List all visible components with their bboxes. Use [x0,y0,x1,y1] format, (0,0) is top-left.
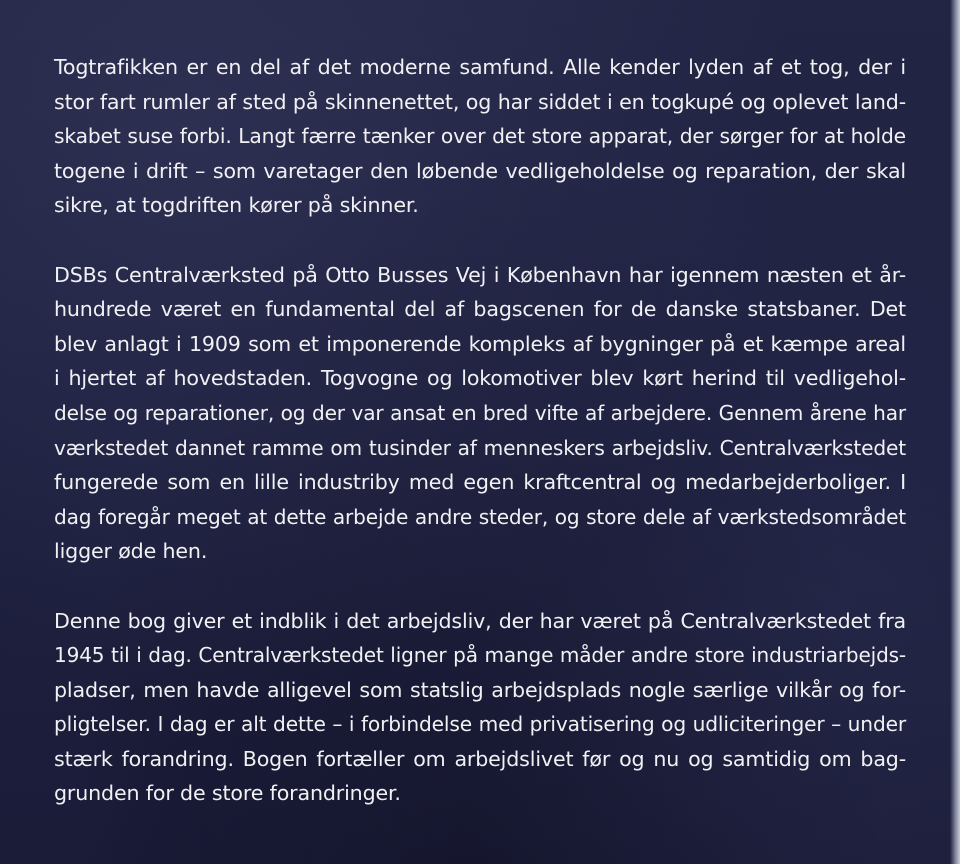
text-line: i hjertet af hovedstaden. Togvogne og lokomotiver blev kørt herind til vedligehol- [54,366,906,391]
paragraph-1 [54,50,906,223]
text-line: stor fart rumler af sted på skinnenettet, og har siddet i en togkupé og oplevet land- [54,89,906,114]
page-edge [950,0,960,864]
text-line: pladser, men havde alligevel som statslig arbejdsplads nogle særlige vilkår og for- [54,677,906,702]
paragraph-3 [54,604,906,812]
text-line: sikre, at togdriften kører på skinner. [54,193,419,218]
text-line: delse og reparationer, og der var ansat en bred vifte af arbejdere. Gennem årene har [54,400,906,425]
text-line: Togtrafikken er en del af det moderne samfund. Alle kender lyden af et tog, der i [54,55,906,79]
text-line: dag foregår meget at dette arbejde andre steder, og store dele af værkstedsområdet [54,504,906,529]
text-line: stærk forandring. Bogen fortæller om arbejdslivet før og nu og samtidig om bag- [54,746,906,771]
text-line: blev anlagt i 1909 som et imponerende kompleks af bygninger på et kæmpe areal [54,331,906,356]
paragraph-2 [54,258,906,569]
text-line: hundrede været en fundamental del af bagscenen for de danske statsbaner. Det [54,297,906,322]
text-line: skabet suse forbi. Langt færre tænker over det store apparat, der sørger for at holde [54,124,906,149]
text-line: grunden for de store forandringer. [54,781,401,806]
blurb-text [54,50,906,846]
text-line: 1945 til i dag. Centralværkstedet ligner på mange måder andre store industriarbejds- [54,643,906,668]
text-line: fungerede som en lille industriby med egen kraftcentral og medarbejderboliger. I [54,470,906,495]
text-line: ligger øde hen. [54,539,208,564]
text-line: pligtelser. I dag er alt dette – i forbindelse med privatisering og udliciteringer – under [54,712,906,737]
text-line: værkstedet dannet ramme om tusinder af menneskers arbejdsliv. Centralværkstedet [54,435,906,460]
text-line: Denne bog giver et indblik i det arbejdsliv, der har været på Centralværkstedet fra [54,608,906,633]
text-line: togene i drift – som varetager den løbende vedligeholdelse og reparation, der skal [54,158,906,183]
text-line: DSBs Centralværksted på Otto Busses Vej i København har igennem næsten et år- [54,262,906,287]
